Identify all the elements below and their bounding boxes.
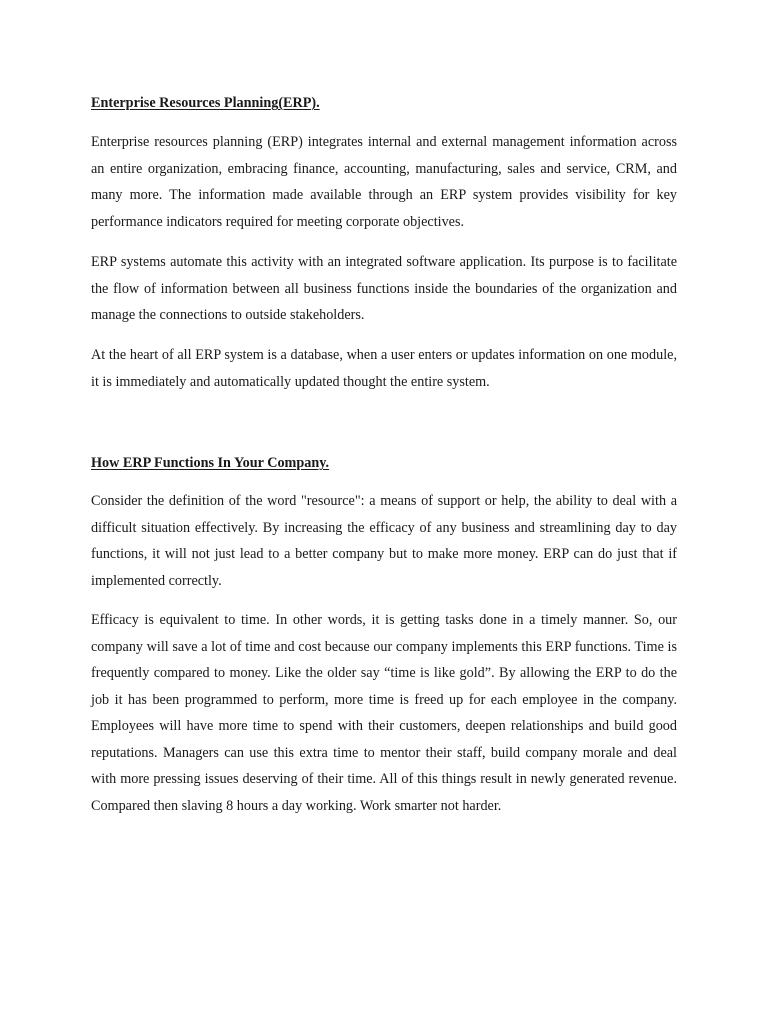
paragraph-erp-database: At the heart of all ERP system is a database, when a user enters or updates information on one module, it is immediately and automatically updated thought the entire system.: [91, 347, 677, 390]
paragraph-erp-definition: Enterprise resources planning (ERP) integrates internal and external management information across an entire organization, embracing finance, accounting, manufacturing, sales and service, CRM, and many more. The information made available through an ERP system provides visibility for key performance indicators required for meeting corporate objectives.: [91, 134, 677, 230]
paragraph-erp-automation: ERP systems automate this activity with an integrated software application. Its purpose is to facilitate the flow of information between all business functions inside the boundaries of the organization and manage the connections to outside stakeholders.: [91, 254, 677, 323]
paragraph-resource-definition: Consider the definition of the word "resource": a means of support or help, the ability to deal with a difficult situation effectively. By increasing the efficacy of any business and streamlining day to day functions, it will not just lead to a better company but to make more money. ERP can do just that if implemented correctly.: [91, 493, 677, 589]
paragraph-efficacy: Efficacy is equivalent to time. In other words, it is getting tasks done in a timely manner. So, our company will save a lot of time and cost because our company implements this ERP functions. Time is frequently compared to money. Like the older say “time is like gold”. By allowing the ERP to do the job it has been programmed to perform, more time is freed up for each employee in the company. Employees will have more time to spend with their customers, deepen relationships and build good reputations. Managers can use this extra time to mentor their staff, build company morale and deal with more pressing issues deserving of their time. All of this things result in newly generated revenue. Compared then slaving 8 hours a day working. Work smarter not harder.: [91, 612, 677, 814]
section-heading-how-erp-functions: How ERP Functions In Your Company.: [91, 455, 330, 471]
section-heading-erp: Enterprise Resources Planning(ERP).: [91, 95, 320, 111]
